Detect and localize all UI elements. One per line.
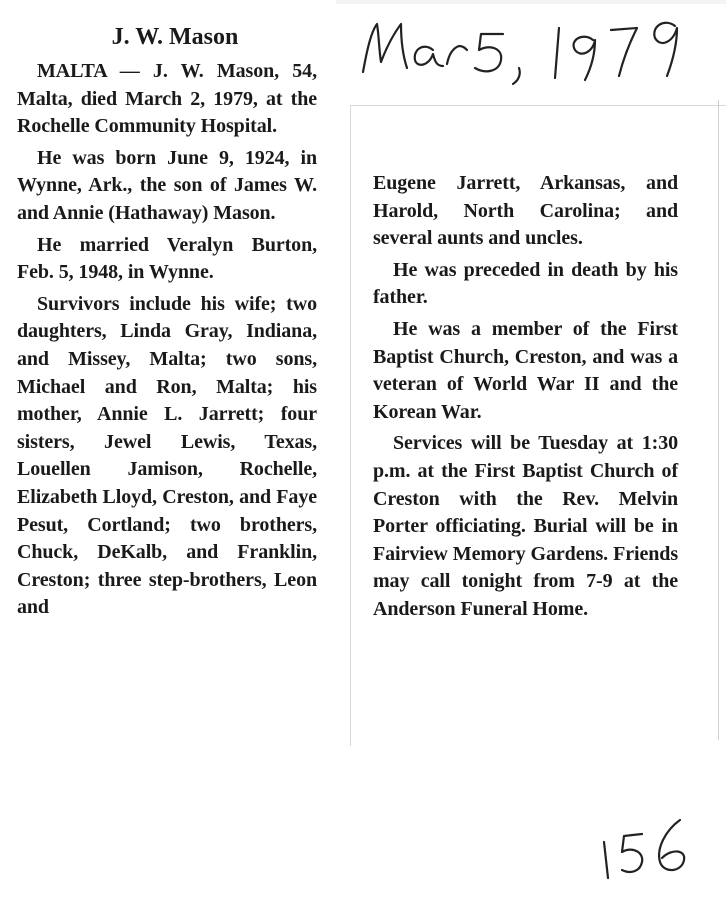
paragraph-dateline: MALTA — J. W. Mason, 54, Malta, died March 2, 1979, at the Rochelle Community Hospital. bbox=[17, 60, 317, 138]
obituary-column-right bbox=[373, 170, 678, 628]
handwritten-date bbox=[355, 10, 695, 90]
handwritten-page-number bbox=[590, 812, 700, 882]
paragraph-birth: He was born June 9, 1924, in Wynne, Ark., the son of James W. and Annie (Hathaway) Mason. bbox=[17, 146, 317, 224]
paragraph-survivors: Survivors include his wife; two daughters, Linda Gray, Indiana, and Missey, Malta; two sons, Michael and Ron, Malta; his mother, Annie L. Jarrett; four sisters, Jewel Lewis, Texas, Louellen Jamison, Rochelle, Elizabeth Lloyd, Creston, and Faye Pesut, Cortland; two brothers, Chuck, DeKalb, and Franklin, Creston; three step-brothers, Leon and bbox=[17, 292, 317, 619]
paragraph-preceded: He was preceded in death by his father. bbox=[373, 258, 678, 309]
obituary-column-left bbox=[17, 58, 317, 626]
paragraph-membership: He was a member of the First Baptist Church, Creston, and was a veteran of World War II and the Korean War. bbox=[373, 317, 678, 423]
obituary-headline: J. W. Mason bbox=[111, 24, 239, 50]
scan-right-edge bbox=[718, 100, 719, 740]
paragraph-services: Services will be Tuesday at 1:30 p.m. at the First Baptist Church of Creston with the Rev. Melvin Porter officiating. Burial will be in Fairview Memory Gardens. Friends may call tonight from 7-9 at the Anderson Funeral Home. bbox=[373, 432, 678, 620]
paragraph-survivors-continued: Eugene Jarrett, Arkansas, and Harold, North Carolina; and several aunts and uncles. bbox=[373, 172, 678, 250]
paragraph-marriage: He married Veralyn Burton, Feb. 5, 1948, in Wynne. bbox=[17, 233, 317, 284]
